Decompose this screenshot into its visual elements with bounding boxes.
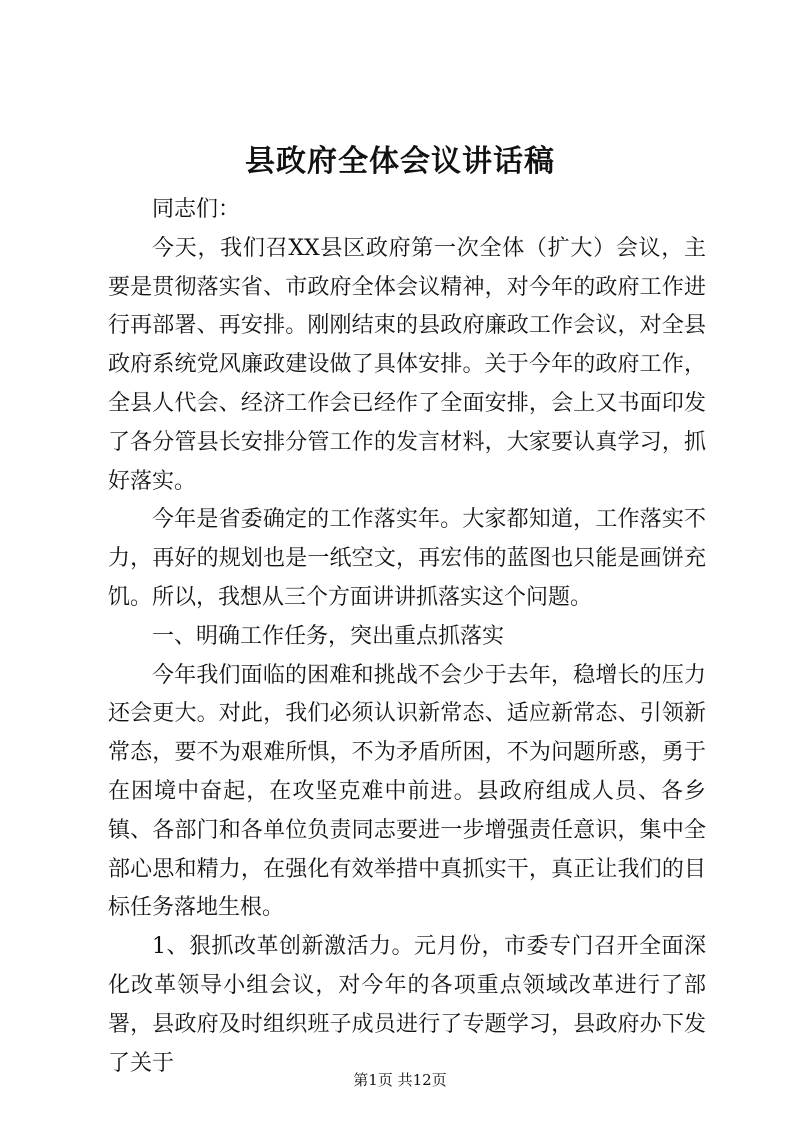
paragraph-reform: 1、狠抓改革创新激活力。元月份，市委专门召开全面深化改革领导小组会议，对今年的各项重点领域改革进行了部署，县政府及时组织班子成员进行了专题学习，县政府办下发了关于 — [108, 934, 706, 1076]
paragraph-intro: 今天，我们召XX县区政府第一次全体（扩大）会议，主要是贯彻落实省、市政府全体会议精神，对今年的政府工作进行再部署、再安排。刚刚结束的县政府廉政工作会议，对全县政府系统党风廉政建设做了具体安排。关于今年的政府工作，全县人代会、经济工作会已经作了全面安排，会上又书面印发了各分管县长安排分管工作的发言材料，大家要认真学习，抓好落实。 — [108, 235, 706, 494]
section-heading-1: 一、明确工作任务，突出重点抓落实 — [152, 623, 505, 649]
document-body — [108, 191, 706, 1083]
paragraph-focus: 今年是省委确定的工作落实年。大家都知道，工作落实不力，再好的规划也是一纸空文，再宏伟的蓝图也只能是画饼充饥。所以，我想从三个方面讲讲抓落实这个问题。 — [108, 507, 706, 610]
document-title: 县政府全体会议讲话稿 — [245, 144, 555, 179]
page-footer: 第1页 共12页 — [353, 1071, 447, 1089]
paragraph-challenges: 今年我们面临的困难和挑战不会少于去年，稳增长的压力还会更大。对此，我们必须认识新常态、适应新常态、引领新常态，要不为艰难所惧，不为矛盾所困，不为问题所惑，勇于在困境中奋起，在攻坚克难中前进。县政府组成人员、各乡镇、各部门和各单位负责同志要进一步增强责任意识，集中全部心思和精力，在强化有效举措中真抓实干，真正让我们的目标任务落地生根。 — [108, 662, 706, 921]
salutation: 同志们： — [152, 197, 241, 222]
